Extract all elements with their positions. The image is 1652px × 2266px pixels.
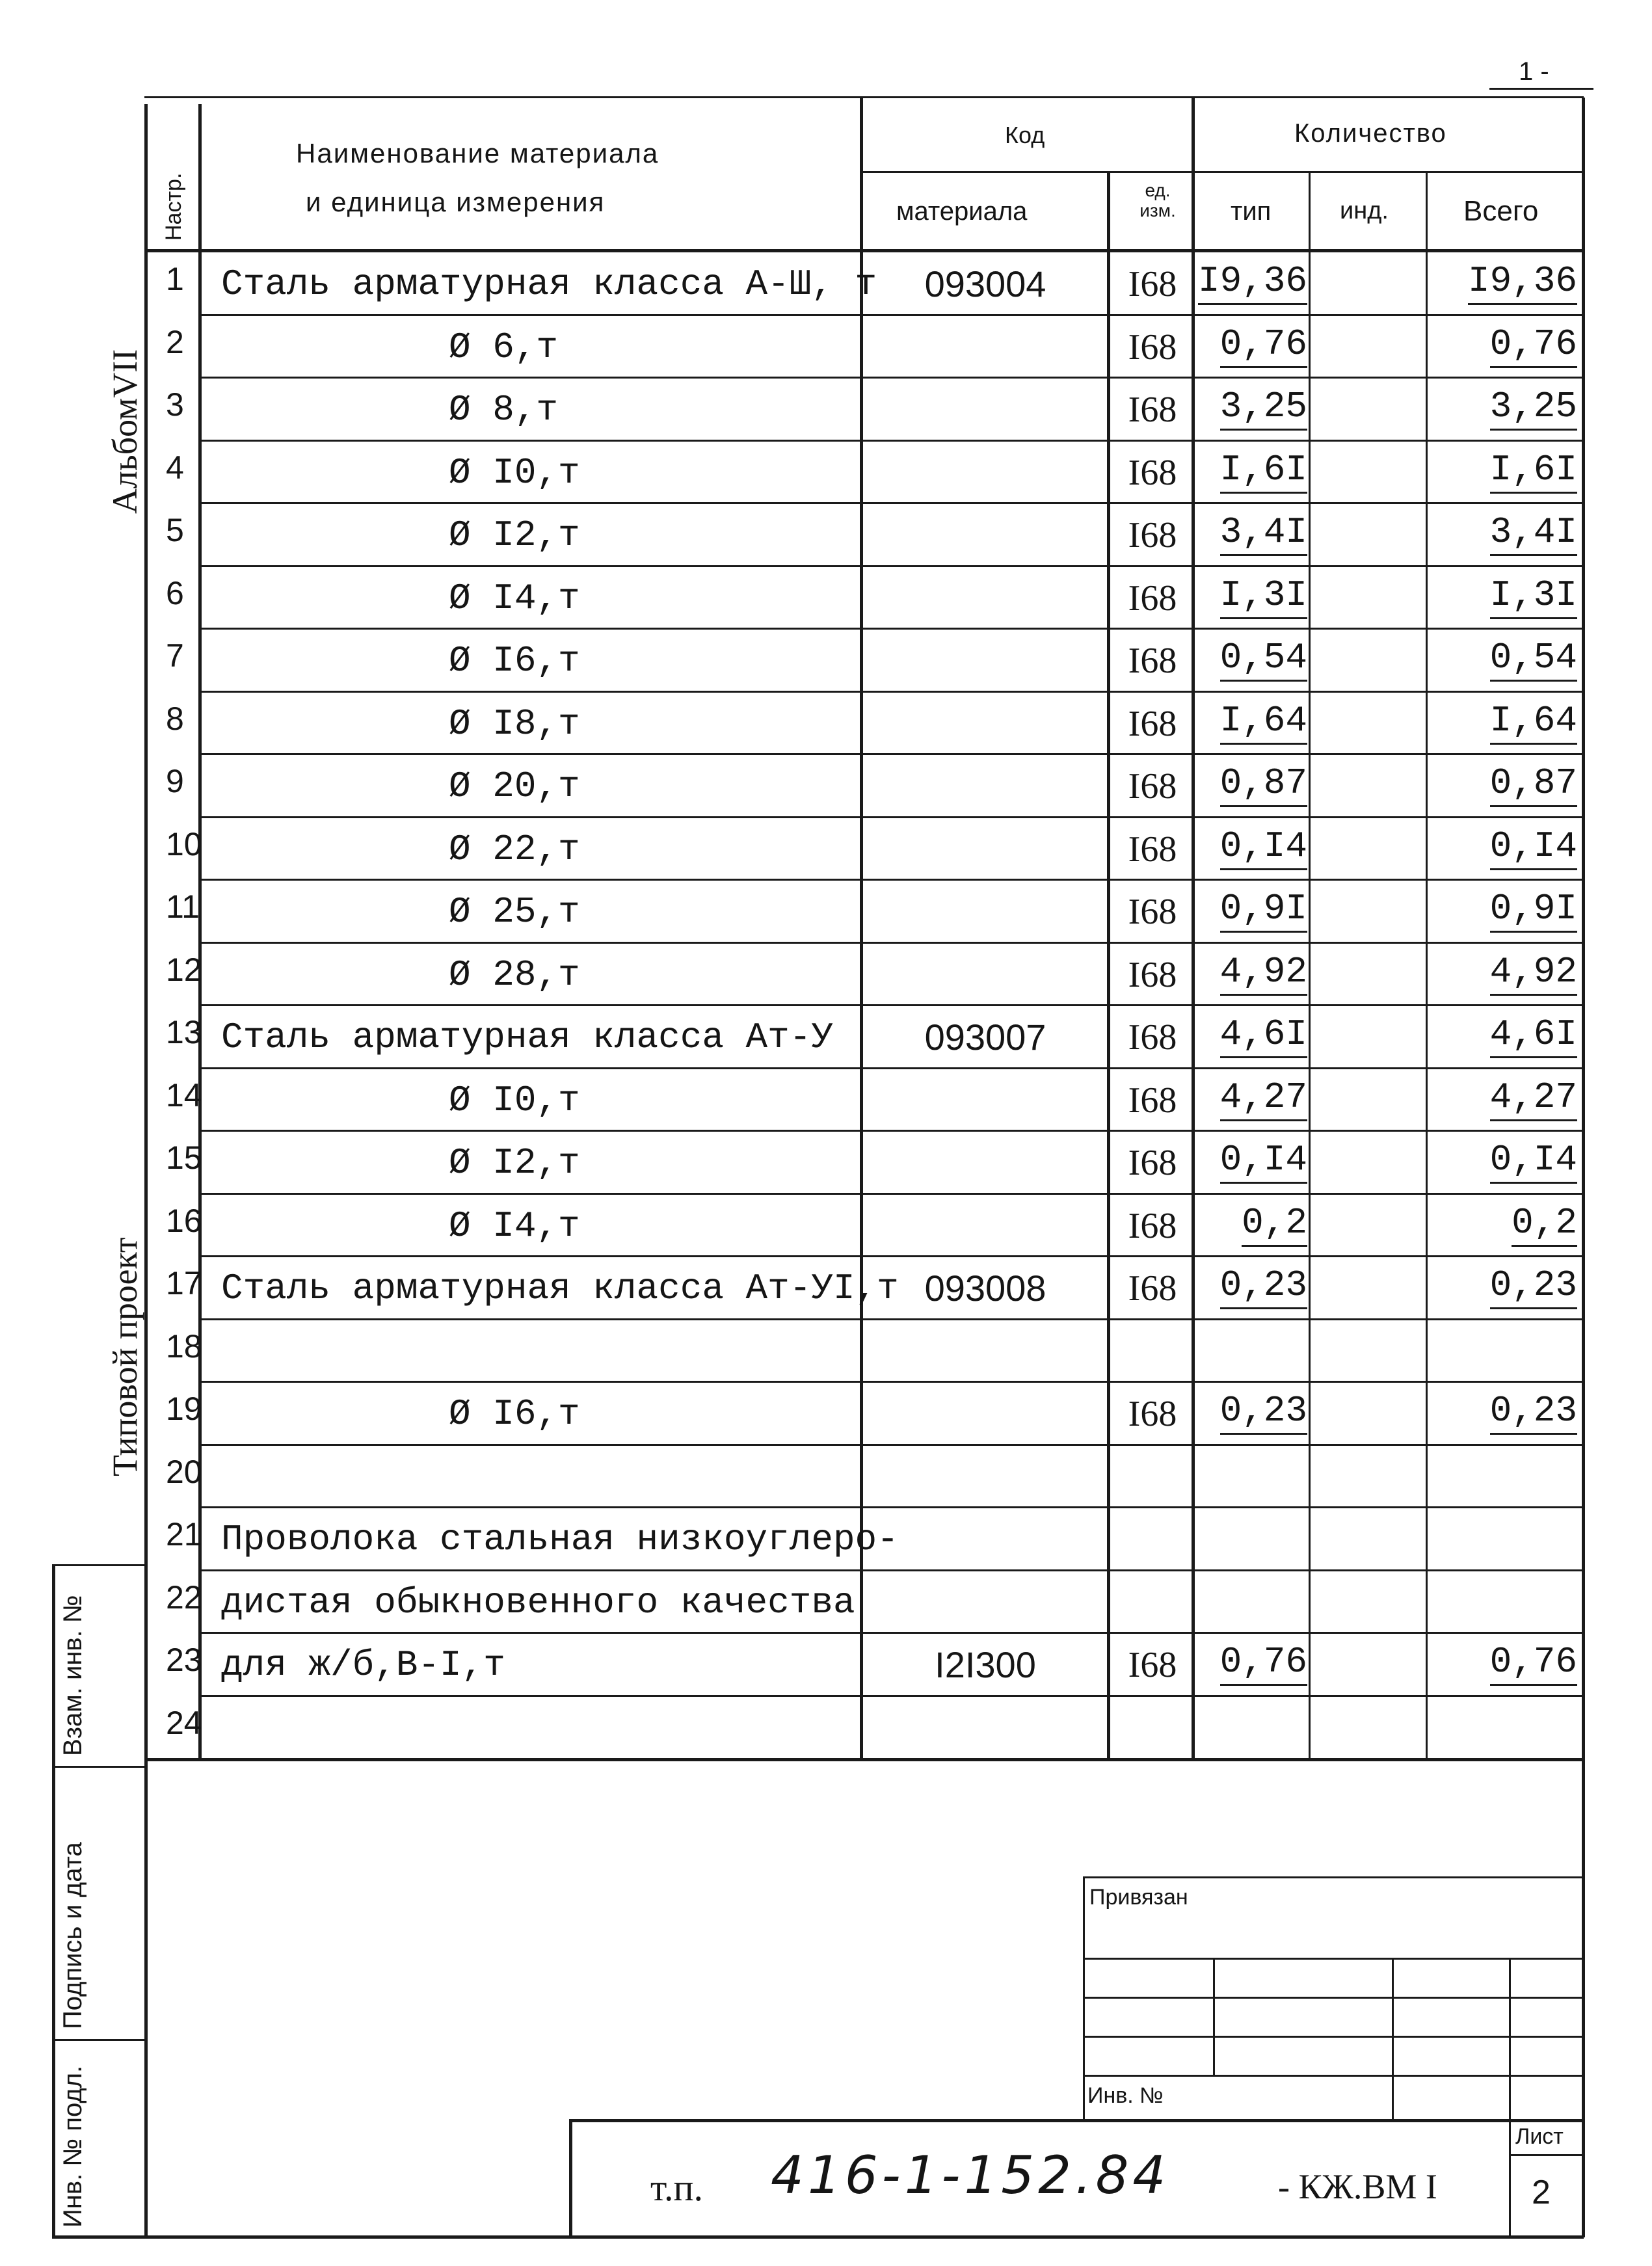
tb-inv-label: Инв. №	[1087, 2083, 1164, 2108]
cell-qty	[1197, 628, 1307, 682]
row-number: 2	[166, 324, 184, 360]
row-unit: I68	[1128, 390, 1177, 430]
cell-n	[166, 565, 198, 628]
row-name: Сталь арматурная класса А-Ш, т	[221, 263, 877, 305]
row-name: Ø I0,т	[449, 452, 580, 494]
cell-name	[221, 377, 859, 431]
row-total: 0,23	[1490, 1264, 1577, 1309]
row-unit: I68	[1128, 264, 1177, 304]
row-qty: 3,4I	[1220, 511, 1307, 556]
row-number: 19	[166, 1391, 202, 1427]
tb-main-left	[569, 2119, 572, 2237]
row-name: Ø I0,т	[449, 1080, 580, 1121]
row-qty: 0,76	[1220, 323, 1307, 368]
row-number: 11	[166, 888, 200, 925]
cell-name	[221, 753, 859, 807]
row-unit: I68	[1128, 1080, 1177, 1121]
cell-unit	[1113, 1318, 1192, 1372]
cell-name	[221, 1695, 859, 1749]
cell-code	[865, 1130, 1106, 1184]
name-border	[860, 96, 863, 1760]
row-unit: I68	[1128, 1017, 1177, 1058]
row-code: 093007	[924, 1017, 1046, 1058]
row-total: I,3I	[1490, 574, 1577, 619]
row-qty: 4,27	[1220, 1076, 1307, 1121]
row-number: 3	[166, 386, 184, 423]
stamp-signature-date: Подпись и дата	[59, 1842, 87, 2029]
row-name: Ø I6,т	[449, 1393, 580, 1435]
cell-total	[1431, 1067, 1577, 1121]
header-code-material: материала	[896, 197, 1028, 226]
row-number: 1	[166, 261, 184, 297]
cell-qty	[1197, 1193, 1307, 1247]
cell-n	[166, 1632, 202, 1695]
code-border	[1107, 172, 1110, 1760]
cell-total	[1431, 1193, 1577, 1247]
row-name: Ø I2,т	[449, 514, 580, 556]
album-label: АльбомVII	[105, 349, 144, 514]
row-unit: I68	[1128, 1268, 1177, 1309]
cell-unit	[1113, 502, 1192, 556]
cell-code	[865, 314, 1106, 368]
cell-qty	[1197, 251, 1307, 305]
row-name: Ø I6,т	[449, 640, 580, 682]
header-unit: ед. изм.	[1139, 180, 1176, 220]
cell-name	[221, 251, 877, 305]
row-qty: 4,6I	[1220, 1013, 1307, 1058]
cell-name	[221, 628, 859, 682]
row-unit: I68	[1128, 515, 1177, 555]
rownum-border	[198, 104, 202, 1760]
cell-code	[865, 816, 1106, 870]
cell-n	[166, 440, 198, 503]
row-name: Ø 6,т	[449, 327, 559, 368]
cell-name	[221, 1444, 859, 1498]
cell-qty	[1197, 1632, 1307, 1686]
row-unit: I68	[1128, 704, 1177, 744]
cell-total	[1431, 1255, 1577, 1309]
cell-n	[166, 942, 202, 1005]
cell-qty	[1197, 502, 1307, 556]
cell-unit	[1113, 1444, 1192, 1498]
cell-unit	[1113, 879, 1192, 933]
right-border	[1582, 98, 1585, 2237]
row-total: 0,76	[1490, 1641, 1577, 1686]
cell-code	[865, 1193, 1106, 1247]
row-total: I,6I	[1490, 449, 1577, 494]
cell-qty	[1197, 377, 1307, 431]
row-total: I9,36	[1468, 260, 1577, 305]
cell-qty	[1197, 1381, 1307, 1435]
cell-total	[1431, 502, 1577, 556]
cell-n	[166, 691, 198, 754]
row-number: 22	[166, 1579, 202, 1616]
cell-total	[1431, 1632, 1577, 1686]
row-total: 4,27	[1490, 1076, 1577, 1121]
row-total: 0,23	[1490, 1390, 1577, 1435]
cell-code	[865, 377, 1106, 431]
header-top	[144, 96, 1584, 98]
cell-total	[1431, 251, 1577, 305]
cell-code	[865, 1067, 1106, 1121]
row-number: 14	[166, 1077, 202, 1113]
row-number: 5	[166, 512, 184, 548]
row-number: 21	[166, 1516, 202, 1553]
header-mid	[860, 171, 1584, 173]
cell-code	[865, 1632, 1106, 1686]
tb-doc-code: - КЖ.ВМ I	[1278, 2167, 1437, 2206]
row-name: Ø I2,т	[449, 1142, 580, 1184]
row-unit: I68	[1128, 829, 1177, 870]
row-unit: I68	[1128, 578, 1177, 619]
cell-name	[221, 314, 859, 368]
tb-col-2	[1392, 1958, 1394, 2120]
cell-code	[865, 1444, 1106, 1498]
row-qty: 4,92	[1220, 951, 1307, 996]
cell-n	[166, 314, 198, 377]
row-number: 12	[166, 952, 202, 988]
row-unit: I68	[1128, 453, 1177, 493]
row-qty: 0,23	[1220, 1390, 1307, 1435]
row-qty: 0,2	[1242, 1202, 1307, 1247]
cell-name	[221, 1318, 859, 1372]
row-total: 3,4I	[1490, 511, 1577, 556]
tb-sheet-divider	[1509, 2154, 1584, 2156]
cell-name	[221, 816, 859, 870]
row-name: Ø I4,т	[449, 578, 580, 619]
cell-code	[865, 251, 1106, 305]
row-number: 4	[166, 449, 184, 486]
cell-n	[166, 628, 198, 691]
row-qty: 0,23	[1220, 1264, 1307, 1309]
cell-code	[865, 879, 1106, 933]
row-number: 17	[166, 1265, 202, 1301]
row-unit: I68	[1128, 1645, 1177, 1685]
row-qty: I,6I	[1220, 449, 1307, 494]
tb-col-3	[1509, 1958, 1511, 2237]
header-quantity: Количество	[1294, 119, 1447, 148]
cell-n	[166, 1130, 202, 1193]
cell-n	[166, 1318, 202, 1381]
row-number: 6	[166, 575, 184, 611]
cell-unit	[1113, 377, 1192, 431]
tb-col-1	[1213, 1958, 1215, 2075]
row-qty: I,64	[1220, 700, 1307, 745]
cell-unit	[1113, 1695, 1192, 1749]
cell-n	[166, 1695, 202, 1758]
cell-total	[1431, 1130, 1577, 1184]
row-qty: 0,54	[1220, 637, 1307, 682]
row-unit: I68	[1128, 1394, 1177, 1434]
row-name: Ø 25,т	[449, 891, 580, 933]
header-row-number: Настр.	[161, 172, 186, 241]
tb-project-prefix: т.п.	[650, 2166, 704, 2209]
cell-name	[221, 502, 859, 556]
cell-unit	[1113, 251, 1192, 305]
ind-border	[1426, 172, 1428, 1760]
row-total: 3,25	[1490, 386, 1577, 431]
cell-total	[1431, 1004, 1577, 1058]
cell-name	[221, 691, 859, 745]
cell-total	[1431, 440, 1577, 494]
row-number: 9	[166, 763, 184, 799]
cell-total	[1431, 1569, 1577, 1623]
row-name: Ø 22,т	[449, 829, 580, 870]
row-name: Сталь арматурная класса Ат-УI,т	[221, 1268, 899, 1309]
row-name: Ø 8,т	[449, 389, 559, 431]
cell-total	[1431, 565, 1577, 619]
cell-qty	[1197, 440, 1307, 494]
cell-qty	[1197, 1067, 1307, 1121]
cell-unit	[1113, 628, 1192, 682]
cell-n	[166, 1381, 202, 1444]
row-total: I,64	[1490, 700, 1577, 745]
stamp-inv-original: Инв. № подл.	[59, 2065, 87, 2228]
stamp-replace-inv: Взам. инв. №	[59, 1595, 87, 1756]
cell-total	[1431, 1381, 1577, 1435]
cell-name	[221, 1193, 859, 1247]
corner-line	[1489, 88, 1593, 90]
cell-unit	[1113, 565, 1192, 619]
row-number: 7	[166, 637, 184, 674]
cell-name	[221, 1506, 899, 1560]
stamp-line-1	[52, 1766, 146, 1768]
tb-bound-label: Привязан	[1089, 1885, 1188, 1910]
tb-sheet-label: Лист	[1515, 2124, 1564, 2149]
row-total: 4,6I	[1490, 1013, 1577, 1058]
tb-project-number: 416-1-152.84	[771, 2145, 1170, 2206]
row-number: 24	[166, 1705, 202, 1741]
row-name: Ø 20,т	[449, 766, 580, 807]
cell-n	[166, 1506, 202, 1569]
cell-unit	[1113, 816, 1192, 870]
row-unit: I68	[1128, 955, 1177, 995]
cell-qty	[1197, 565, 1307, 619]
cell-n	[166, 1193, 202, 1256]
cell-unit	[1113, 1004, 1192, 1058]
row-number: 8	[166, 700, 184, 737]
cell-name	[221, 1004, 859, 1058]
header-qty-total: Всего	[1463, 195, 1539, 227]
cell-name	[221, 1632, 859, 1686]
row-qty: I,3I	[1220, 574, 1307, 619]
cell-code	[865, 942, 1106, 996]
header-qty-ind: инд.	[1340, 197, 1389, 224]
cell-total	[1431, 1695, 1577, 1749]
cell-unit	[1113, 1067, 1192, 1121]
row-unit: I68	[1128, 1143, 1177, 1183]
cell-code	[865, 1004, 1106, 1058]
cell-name	[221, 1569, 859, 1623]
cell-name	[221, 1381, 859, 1435]
cell-code	[865, 628, 1106, 682]
cell-code	[865, 1381, 1106, 1435]
row-number: 13	[166, 1014, 202, 1050]
header-qty-type: тип	[1231, 197, 1272, 226]
header-name-line1: Наименование материала	[296, 138, 659, 168]
cell-qty	[1197, 816, 1307, 870]
row-total: 0,I4	[1490, 825, 1577, 870]
row-code: 093008	[924, 1268, 1046, 1309]
cell-total	[1431, 314, 1577, 368]
cell-qty	[1197, 753, 1307, 807]
cell-name	[221, 565, 859, 619]
cell-name	[221, 1255, 899, 1309]
cell-code	[865, 1695, 1106, 1749]
row-name: для ж/б,В-I,т	[221, 1644, 505, 1686]
cell-unit	[1113, 691, 1192, 745]
cell-unit	[1113, 1506, 1192, 1560]
cell-code	[865, 502, 1106, 556]
page-bottom-border	[52, 2235, 1584, 2239]
row-unit: I68	[1128, 327, 1177, 367]
row-unit: I68	[1128, 766, 1177, 806]
cell-code	[865, 753, 1106, 807]
cell-name	[221, 440, 859, 494]
cell-n	[166, 753, 198, 816]
row-qty: 0,9I	[1220, 888, 1307, 933]
cell-name	[221, 1130, 859, 1184]
tb-sheet-number: 2	[1532, 2174, 1551, 2211]
row-unit: I68	[1128, 1206, 1177, 1246]
cell-total	[1431, 942, 1577, 996]
cell-total	[1431, 1506, 1577, 1560]
corner-mark: 1 -	[1519, 57, 1549, 86]
row-number: 18	[166, 1328, 202, 1365]
cell-qty	[1197, 314, 1307, 368]
row-unit: I68	[1128, 641, 1177, 681]
row-qty: 0,76	[1220, 1641, 1307, 1686]
cell-unit	[1113, 1255, 1192, 1309]
qty-border	[1309, 172, 1311, 1760]
cell-total	[1431, 816, 1577, 870]
cell-unit	[1113, 753, 1192, 807]
cell-total	[1431, 628, 1577, 682]
cell-total	[1431, 691, 1577, 745]
row-code: I2I300	[935, 1644, 1036, 1685]
row-name: Сталь арматурная класса Ат-У	[221, 1017, 833, 1058]
row-qty: 3,25	[1220, 386, 1307, 431]
cell-qty	[1197, 942, 1307, 996]
cell-name	[221, 942, 859, 996]
stamp-line-2	[52, 2039, 146, 2041]
cell-code	[865, 1255, 1106, 1309]
row-name: Ø I8,т	[449, 703, 580, 745]
cell-qty	[1197, 1318, 1307, 1372]
cell-qty	[1197, 879, 1307, 933]
cell-qty	[1197, 1004, 1307, 1058]
row-number: 20	[166, 1454, 202, 1490]
row-number: 23	[166, 1642, 202, 1678]
cell-n	[166, 1255, 202, 1318]
cell-unit	[1113, 1632, 1192, 1686]
cell-n	[166, 502, 198, 565]
table-bottom	[144, 1758, 1584, 1761]
cell-total	[1431, 1318, 1577, 1372]
cell-total	[1431, 879, 1577, 933]
row-total: 0,I4	[1490, 1139, 1577, 1184]
row-number: 16	[166, 1203, 202, 1239]
cell-unit	[1113, 314, 1192, 368]
cell-qty	[1197, 1130, 1307, 1184]
tb-line-top	[1083, 1876, 1584, 1878]
row-name: Проволока стальная низкоуглеро-	[221, 1519, 899, 1560]
cell-n	[166, 1004, 202, 1067]
cell-unit	[1113, 942, 1192, 996]
stamp-left-border	[52, 1564, 55, 2237]
cell-n	[166, 1067, 202, 1130]
cell-qty	[1197, 1255, 1307, 1309]
cell-total	[1431, 1444, 1577, 1498]
row-qty: 0,I4	[1220, 1139, 1307, 1184]
cell-code	[865, 1506, 1106, 1560]
cell-name	[221, 879, 859, 933]
header-name-line2: и единица измерения	[306, 187, 606, 217]
cell-qty	[1197, 691, 1307, 745]
cell-n	[166, 1569, 202, 1633]
project-label: Типовой проект	[105, 1237, 144, 1476]
cell-total	[1431, 753, 1577, 807]
cell-n	[166, 879, 198, 942]
tb-main-top	[569, 2119, 1584, 2122]
row-total: 0,2	[1512, 1202, 1577, 1247]
cell-code	[865, 565, 1106, 619]
row-qty: 0,I4	[1220, 825, 1307, 870]
cell-n	[166, 251, 198, 314]
row-total: 0,87	[1490, 762, 1577, 807]
left-border	[144, 104, 148, 2237]
cell-unit	[1113, 440, 1192, 494]
cell-name	[221, 1067, 859, 1121]
row-total: 0,9I	[1490, 888, 1577, 933]
cell-code	[865, 691, 1106, 745]
cell-qty	[1197, 1506, 1307, 1560]
row-unit: I68	[1128, 892, 1177, 932]
row-qty: I9,36	[1198, 260, 1307, 305]
row-name: Ø 28,т	[449, 954, 580, 996]
header-code: Код	[1005, 122, 1045, 148]
cell-total	[1431, 377, 1577, 431]
row-number: 10	[166, 826, 202, 862]
cell-unit	[1113, 1130, 1192, 1184]
cell-unit	[1113, 1381, 1192, 1435]
cell-n	[166, 377, 198, 440]
row-total: 0,76	[1490, 323, 1577, 368]
cell-qty	[1197, 1569, 1307, 1623]
row-number: 15	[166, 1140, 202, 1176]
row-total: 4,92	[1490, 951, 1577, 996]
row-name: дистая обыкновенного качества	[221, 1582, 855, 1623]
cell-n	[166, 816, 202, 879]
cell-unit	[1113, 1193, 1192, 1247]
cell-qty	[1197, 1444, 1307, 1498]
unit-border	[1192, 96, 1195, 1760]
cell-code	[865, 1569, 1106, 1623]
row-qty: 0,87	[1220, 762, 1307, 807]
row-code: 093004	[924, 263, 1046, 304]
row-total: 0,54	[1490, 637, 1577, 682]
cell-qty	[1197, 1695, 1307, 1749]
cell-unit	[1113, 1569, 1192, 1623]
cell-n	[166, 1444, 202, 1507]
row-name: Ø I4,т	[449, 1205, 580, 1247]
cell-code	[865, 440, 1106, 494]
cell-code	[865, 1318, 1106, 1372]
stamp-line-0	[52, 1564, 146, 1566]
